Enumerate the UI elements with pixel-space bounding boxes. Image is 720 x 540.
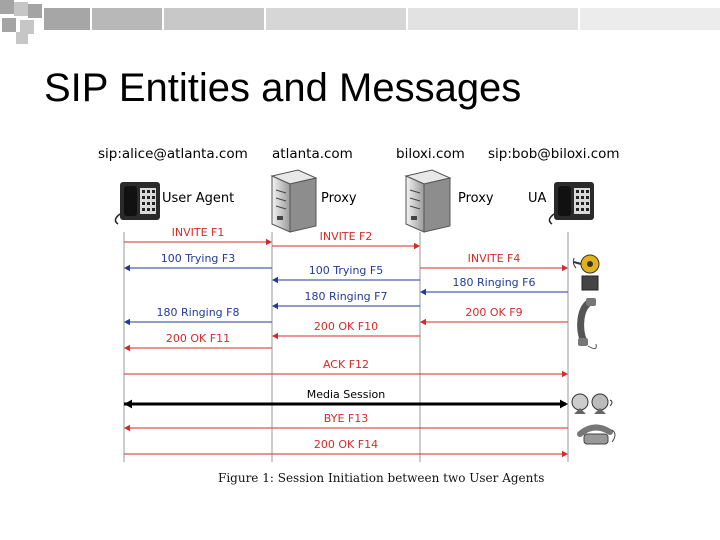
message-label: ACK F12 <box>322 358 370 371</box>
arrow-head <box>124 265 130 272</box>
entity-role-atlanta: Proxy <box>321 191 357 206</box>
arrow-head <box>124 345 130 352</box>
arrow-head <box>124 400 132 409</box>
figure-caption: Figure 1: Session Initiation between two User Agents <box>218 471 545 485</box>
entity-role-bob: UA <box>528 191 547 206</box>
entity-uri-atlanta: atlanta.com <box>272 146 353 162</box>
conversation-icon <box>572 394 612 414</box>
arrow-head <box>420 289 426 296</box>
ringing-bell-icon <box>573 255 599 290</box>
arrow-head <box>562 371 568 378</box>
arrow-head <box>272 277 278 284</box>
message-label: INVITE F4 <box>467 252 521 265</box>
message-label: 100 Trying F3 <box>160 252 236 265</box>
desk-phone-icon <box>549 182 594 224</box>
hung-up-phone-icon <box>580 427 615 444</box>
server-icon <box>406 170 450 232</box>
arrow-head <box>124 319 130 326</box>
message-label: 200 OK F11 <box>165 332 231 345</box>
arrow-head <box>562 265 568 272</box>
entity-uri-biloxi: biloxi.com <box>396 146 465 162</box>
arrow-head <box>420 319 426 326</box>
entity-uri-bob: sip:bob@biloxi.com <box>488 146 620 162</box>
arrow-head <box>266 239 272 246</box>
arrow-head <box>414 243 420 250</box>
slide-title: SIP Entities and Messages <box>44 66 522 110</box>
message-label: 200 OK F10 <box>313 320 379 333</box>
message-label: 180 Ringing F7 <box>304 290 388 303</box>
arrow-head <box>562 451 568 458</box>
message-label: 180 Ringing F6 <box>452 276 536 289</box>
message-label: INVITE F2 <box>319 230 373 243</box>
message-label: BYE F13 <box>323 412 369 425</box>
desk-phone-icon <box>115 182 160 224</box>
arrow-head <box>272 303 278 310</box>
entity-role-biloxi: Proxy <box>458 191 494 206</box>
message-label: INVITE F1 <box>171 226 225 239</box>
arrow-head <box>272 333 278 340</box>
message-label: 100 Trying F5 <box>308 264 384 277</box>
arrow-head <box>560 400 568 409</box>
server-icon <box>272 170 316 232</box>
entity-uri-alice: sip:alice@atlanta.com <box>98 146 248 162</box>
message-label: Media Session <box>306 388 386 401</box>
entity-role-alice: User Agent <box>162 191 235 206</box>
message-label: 200 OK F9 <box>465 306 523 319</box>
message-label: 200 OK F14 <box>313 438 379 451</box>
handset-icon <box>578 298 596 349</box>
arrow-head <box>124 425 130 432</box>
message-label: 180 Ringing F8 <box>156 306 240 319</box>
